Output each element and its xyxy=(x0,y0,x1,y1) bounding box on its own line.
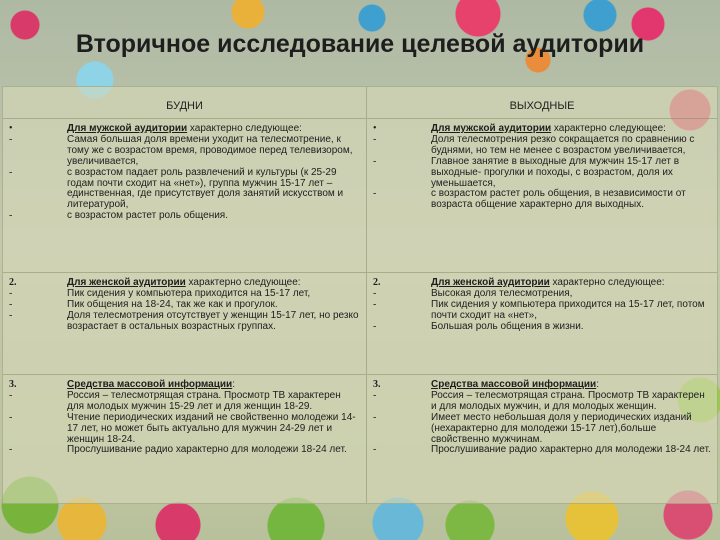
bullet-marker: - xyxy=(9,411,13,423)
item-body: : xyxy=(596,379,599,390)
bullet-marker: - xyxy=(9,444,13,456)
item-body: характерно следующее: xyxy=(187,123,302,134)
item-text xyxy=(67,311,360,333)
item-text xyxy=(431,300,711,322)
item-body: с возрастом падает роль развлечений и культуры (к 25-29 годам почти сходит на «нет»), группа мужчин 15-17 лет – единственная, где присутствует доля занятий искусством и литературой, xyxy=(67,166,344,211)
comparison-table xyxy=(2,86,718,504)
bullet-marker: - xyxy=(373,188,377,200)
list-item xyxy=(9,391,360,413)
bullet-marker: - xyxy=(9,210,13,222)
item-body: Самая большая доля времени уходит на телесмотрение, к тому же с возрастом время, проводимое перед телевизором, увеличивается, xyxy=(67,133,353,167)
item-text xyxy=(67,211,360,222)
header-weekdays xyxy=(3,87,367,119)
section-list xyxy=(367,119,717,211)
item-body: Имеет место небольшая доля у периодических изданий (нехарактерно для молодежи 15-17 лет),больше свойственно мужчинам. xyxy=(431,411,692,445)
list-item xyxy=(373,322,711,333)
item-body: Доля телесмотрения отсутствует у женщин 15-17 лет, но резко возрастает в остальных возрастных группах. xyxy=(67,309,359,332)
list-item xyxy=(373,391,711,413)
item-text xyxy=(67,168,360,212)
bullet-marker: - xyxy=(373,389,377,401)
item-lead: Для мужской аудитории xyxy=(431,123,552,134)
bullet-marker: - xyxy=(9,309,13,321)
item-lead: Для мужской аудитории xyxy=(67,123,188,134)
bullet-marker: - xyxy=(9,287,13,299)
item-text xyxy=(67,445,360,456)
item-body: Прослушивание радио характерно для молодежи 18-24 лет. xyxy=(431,444,711,456)
section-list xyxy=(367,375,717,456)
bullet-marker: - xyxy=(9,389,13,401)
bullet-marker: • xyxy=(373,123,377,134)
bullet-marker: - xyxy=(9,133,13,145)
list-item xyxy=(373,300,711,322)
item-body: Россия – телесмотрящая страна. Просмотр ТВ характерен для молодых мужчин 15-29 лет и для женщин 18-29. xyxy=(67,389,341,412)
item-lead: Средства массовой информации xyxy=(431,379,597,390)
list-item xyxy=(9,445,360,456)
item-text xyxy=(431,413,711,446)
section-list xyxy=(367,273,717,333)
bullet-marker: 3. xyxy=(9,379,17,390)
bullet-marker: - xyxy=(373,133,377,145)
item-body: Россия – телесмотрящая страна. Просмотр ТВ характерен и для молодых мужчин, и для молодых женщин. xyxy=(431,389,705,412)
weekdays-media-cell xyxy=(3,375,367,503)
bullet-marker: - xyxy=(373,287,377,299)
bullet-marker: 2. xyxy=(373,277,381,288)
item-body: Доля телесмотрения резко сокращается по сравнению с буднями, но тем не менее с возрастом увеличивается, xyxy=(431,133,695,156)
item-body: с возрастом растет роль общения. xyxy=(67,210,228,222)
item-body: Главное занятие в выходные для мужчин 15-17 лет в выходные- прогулки и походы, с возрастом, доля их уменьшается, xyxy=(431,155,680,189)
header-weekdays-label: БУДНИ xyxy=(166,99,203,112)
list-item xyxy=(9,311,360,333)
item-body: Большая роль общения в жизни. xyxy=(431,320,584,332)
item-body: : xyxy=(232,379,235,390)
header-weekend-label: ВЫХОДНЫЕ xyxy=(509,99,575,112)
bullet-marker: • xyxy=(9,123,13,134)
item-body: Пик сидения у компьютера приходится на 15-17 лет, xyxy=(67,287,311,299)
item-text xyxy=(431,445,711,456)
list-item xyxy=(373,189,711,211)
bullet-marker: - xyxy=(373,444,377,456)
list-item xyxy=(373,157,711,190)
list-item xyxy=(9,211,360,222)
section-list xyxy=(3,375,366,456)
list-item xyxy=(9,413,360,446)
bullet-marker: 2. xyxy=(9,277,17,288)
bullet-marker: 3. xyxy=(373,379,381,390)
list-item xyxy=(373,413,711,446)
item-body: характерно следующее: xyxy=(549,277,665,288)
item-body: с возрастом растет роль общения, в независимости от возраста общение характерно для выходных. xyxy=(431,188,686,211)
weekend-media-cell xyxy=(367,375,717,503)
item-body: Прослушивание радио характерно для молодежи 18-24 лет. xyxy=(67,444,347,456)
list-item xyxy=(9,135,360,168)
list-item xyxy=(373,445,711,456)
item-body: Чтение периодических изданий не свойственно молодежи 14-17 лет, но может быть актуально для мужчин 24-29 лет и женщин 18-24. xyxy=(67,411,356,445)
item-text xyxy=(431,189,711,211)
list-item xyxy=(373,135,711,157)
item-lead: Для женской аудитории xyxy=(67,277,186,288)
weekdays-male-cell xyxy=(3,119,367,273)
item-text xyxy=(431,391,711,413)
list-item xyxy=(9,168,360,212)
bullet-marker: - xyxy=(373,298,377,310)
item-body: Пик сидения у компьютера приходится на 15-17 лет, потом почти сходит на «нет», xyxy=(431,298,705,321)
item-body: Пик общения на 18-24, так же как и прогулок. xyxy=(67,298,278,310)
bullet-marker: - xyxy=(373,320,377,332)
item-text xyxy=(67,135,360,168)
item-text xyxy=(431,157,711,190)
slide-title: Вторичное исследование целевой аудитории xyxy=(75,30,645,58)
item-lead: Средства массовой информации xyxy=(67,379,233,390)
item-text xyxy=(431,135,711,157)
section-list xyxy=(3,273,366,333)
item-text xyxy=(67,413,360,446)
item-lead: Для женской аудитории xyxy=(431,277,550,288)
weekend-male-cell xyxy=(367,119,717,273)
weekend-female-cell xyxy=(367,273,717,375)
item-body: характерно следующее: xyxy=(185,277,301,288)
item-body: Высокая доля телесмотрения, xyxy=(431,287,573,299)
header-weekend xyxy=(367,87,717,119)
item-text xyxy=(431,322,711,333)
bullet-marker: - xyxy=(9,166,13,178)
bullet-marker: - xyxy=(373,155,377,167)
weekdays-female-cell xyxy=(3,273,367,375)
bullet-marker: - xyxy=(9,298,13,310)
item-body: характерно следующее: xyxy=(551,123,666,134)
section-list xyxy=(3,119,366,222)
bullet-marker: - xyxy=(373,411,377,423)
item-text xyxy=(67,391,360,413)
